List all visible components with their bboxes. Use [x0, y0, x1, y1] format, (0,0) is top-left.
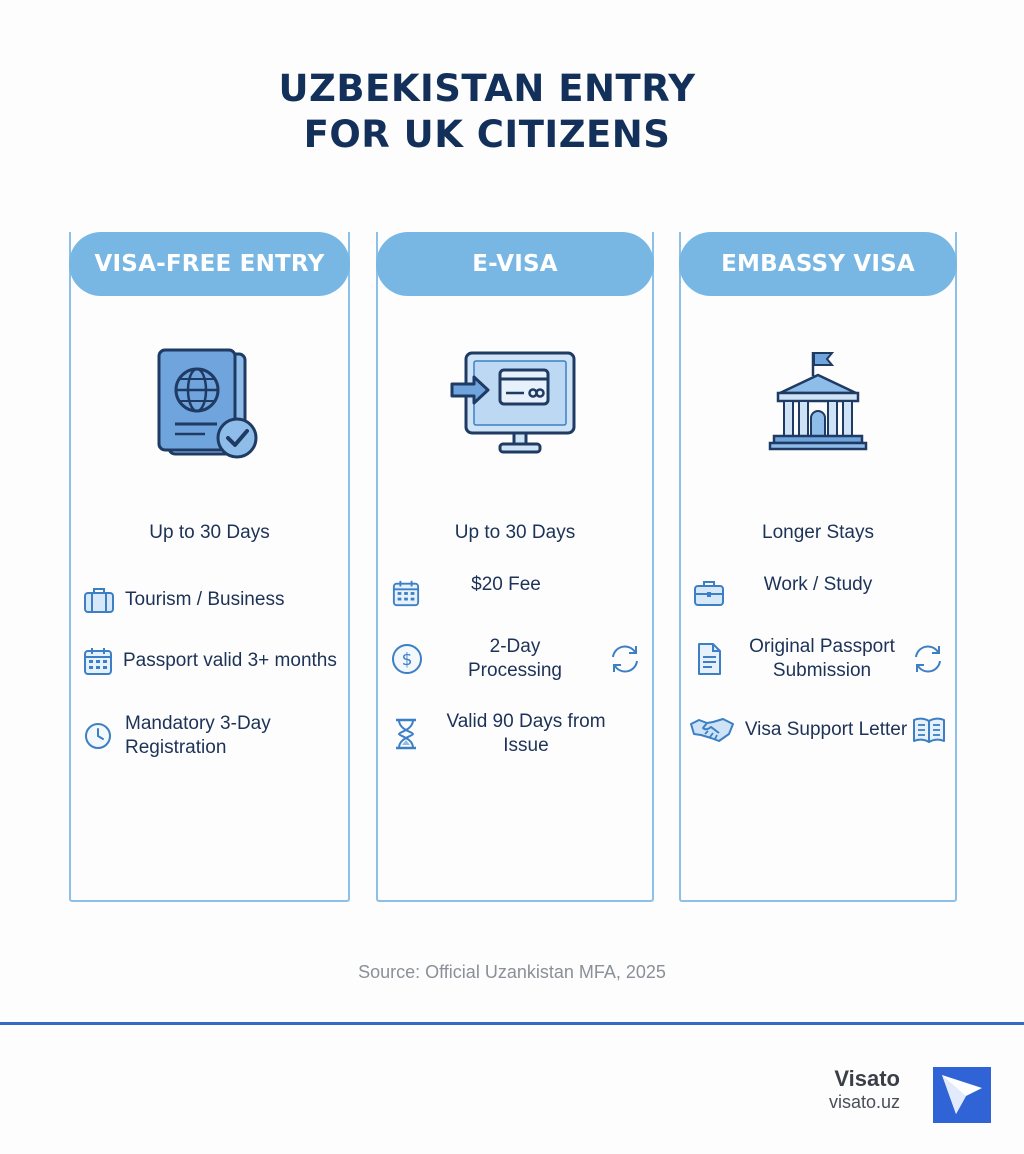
list-item: [378, 635, 652, 683]
list-item: [378, 574, 652, 608]
item-text: Visa Support Letter: [744, 719, 908, 740]
title-line-1: UZBEKISTAN ENTRY: [278, 67, 696, 110]
calendar-icon: [392, 578, 420, 608]
footer-divider: [0, 1022, 1024, 1025]
dollar-coin-icon: [390, 642, 424, 676]
calendar-icon: [83, 646, 113, 676]
clock-icon: [83, 721, 113, 751]
card-heading: E-VISA: [376, 232, 654, 296]
briefcase-icon: [693, 578, 725, 608]
hourglass-icon: [392, 717, 420, 751]
item-text: 2-Day Processing: [468, 636, 562, 681]
embassy-building-icon: [766, 350, 870, 458]
card-heading: VISA-FREE ENTRY: [69, 232, 350, 296]
card-embassy-visa: [679, 232, 957, 902]
passport-globe-check-icon: [155, 348, 265, 466]
open-book-icon: [911, 715, 947, 745]
brand-name: Visato: [834, 1066, 900, 1091]
card-e-visa: [376, 232, 654, 902]
card-headline: Longer Stays: [762, 522, 874, 543]
card-heading: EMBASSY VISA: [679, 232, 957, 296]
item-text: Valid 90 Days from Issue: [446, 711, 606, 756]
page-title: [0, 66, 974, 158]
item-text: Mandatory 3-Day Registration: [125, 713, 271, 758]
item-text: Work / Study: [763, 574, 873, 595]
document-icon: [695, 642, 723, 676]
item-text: Passport valid 3+ months: [123, 650, 337, 671]
item-text: Original Passport Submission: [749, 636, 895, 681]
source-note: Source: Official Uzankistan MFA, 2025: [358, 962, 666, 982]
card-visa-free: [69, 232, 350, 902]
suitcase-icon: [83, 586, 115, 614]
list-item: [681, 635, 955, 683]
list-item: [71, 712, 348, 760]
item-text: Tourism / Business: [125, 589, 285, 610]
refresh-icon: [909, 642, 947, 676]
card-headline: Up to 30 Days: [454, 522, 576, 543]
brand-url: visato.uz: [828, 1092, 900, 1112]
list-item: [71, 646, 348, 676]
list-item: [378, 710, 652, 758]
list-item: [71, 586, 348, 614]
refresh-icon: [606, 642, 644, 676]
list-item: [681, 714, 955, 746]
card-headline: Up to 30 Days: [149, 522, 270, 543]
list-item: [681, 574, 955, 608]
title-line-2: FOR UK CITIZENS: [303, 113, 671, 156]
item-text: $20 Fee: [471, 574, 541, 595]
computer-monitor-card-icon: [450, 350, 580, 456]
svg-text:$: $: [401, 650, 413, 670]
visato-logo-icon: [932, 1066, 992, 1129]
handshake-icon: [689, 714, 735, 746]
